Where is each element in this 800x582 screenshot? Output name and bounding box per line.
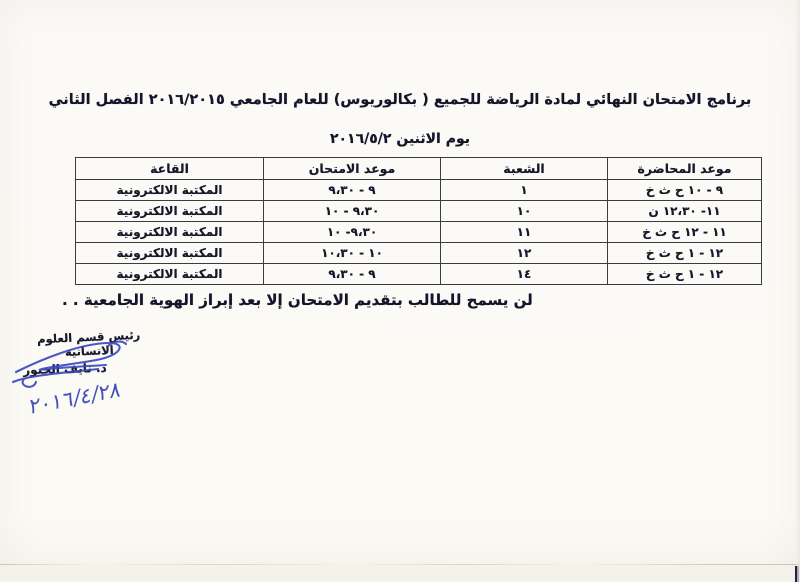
exam-day-line: يوم الاثنين ٢٠١٦/٥/٢	[329, 131, 471, 147]
table-row	[76, 264, 762, 285]
cell-lecture-time: ١٢ - ١ ح ث خ	[608, 243, 762, 264]
cell-room: المكتبة الالكترونية	[76, 222, 264, 243]
cell-section: ١٢	[441, 243, 608, 264]
header-section: الشعبة	[441, 158, 608, 180]
cell-exam-time: ٩،٣٠ - ١٠	[264, 201, 441, 222]
cell-room: المكتبة الالكترونية	[76, 180, 264, 201]
cell-lecture-time: ١١- ١٢،٣٠ ن	[608, 201, 762, 222]
cell-section: ١٤	[441, 264, 608, 285]
table-header-row	[76, 158, 762, 180]
cell-exam-time: ٩ - ٩،٣٠	[264, 264, 441, 285]
handwritten-date: ٢٠١٦/٤/٢٨	[29, 376, 121, 420]
table-row	[76, 243, 762, 264]
signatory-name: د. نايف الجبور	[23, 360, 107, 378]
cell-section: ١٠	[441, 201, 608, 222]
header-exam-time: موعد الامتحان	[264, 158, 441, 180]
exam-schedule-table	[75, 157, 762, 285]
cell-lecture-time: ١١ - ١٢ ح ث خ	[608, 222, 762, 243]
cell-lecture-time: ١٢ - ١ ح ث خ	[608, 264, 762, 285]
table-row	[76, 222, 762, 243]
cell-exam-time: ٩،٣٠- ١٠	[264, 222, 441, 243]
cell-lecture-time: ٩ - ١٠ ح ث خ	[608, 180, 762, 201]
cell-room: المكتبة الالكترونية	[76, 243, 264, 264]
cell-room: المكتبة الالكترونية	[76, 201, 264, 222]
signatory-title: رئيس قسم العلوم الانسانية	[36, 327, 141, 360]
cell-section: ١	[441, 180, 608, 201]
header-room: القاعة	[76, 158, 264, 180]
cell-exam-time: ٩ - ٩،٣٠	[264, 180, 441, 201]
header-lecture-time: موعد المحاضرة	[608, 158, 762, 180]
table-row	[76, 201, 762, 222]
scan-artifact-line	[0, 564, 800, 565]
scan-bottom-band	[0, 566, 800, 582]
table-row	[76, 180, 762, 201]
cell-section: ١١	[441, 222, 608, 243]
cell-room: المكتبة الالكترونية	[76, 264, 264, 285]
cell-exam-time: ١٠ - ١٠،٣٠	[264, 243, 441, 264]
id-requirement-note: لن يسمح للطالب بتقديم الامتحان إلا بعد إبراز الهوية الجامعية . .	[62, 291, 533, 309]
signature-block	[6, 328, 176, 448]
document-title: برنامج الامتحان النهائي لمادة الرياضة للجميع ( بكالوريوس) للعام الجامعي ٢٠١٦/٢٠١٥ الفصل الثاني	[48, 92, 752, 108]
